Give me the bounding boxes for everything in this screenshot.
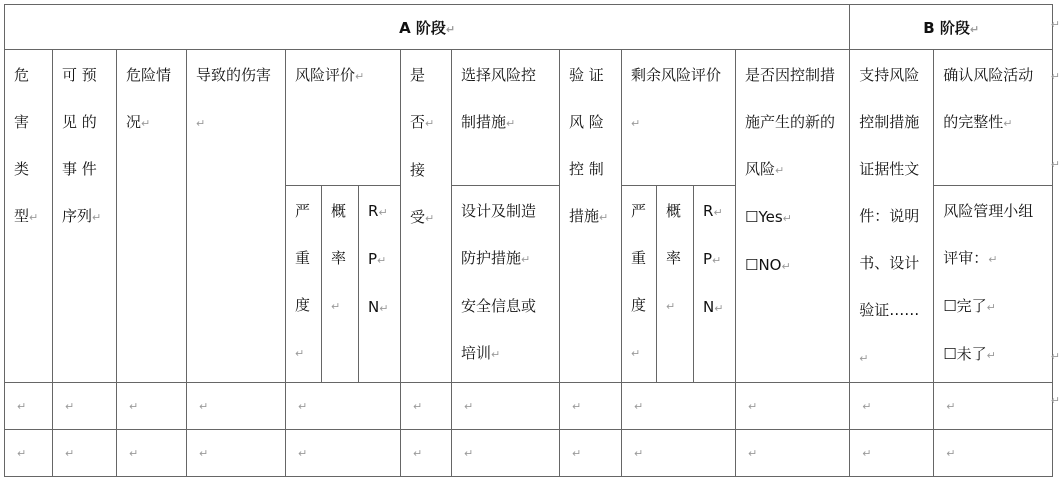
- header-hazard-situation: 危险情 况↵: [117, 50, 187, 383]
- header-measure-options: 设计及制造 防护措施↵ 安全信息或 培训↵: [452, 186, 560, 383]
- review-not-done-checkbox[interactable]: ☐未了: [943, 345, 987, 364]
- new-risk-yes-checkbox[interactable]: ☐Yes: [745, 208, 783, 226]
- header-event-sequence: 可 预 见 的 事 件 序列↵: [53, 50, 117, 383]
- row-end-mark: ↵: [1050, 18, 1060, 31]
- header-residual-evaluation: 剩余风险评价↵: [622, 50, 736, 186]
- review-done-checkbox[interactable]: ☐完了: [943, 297, 987, 316]
- header-select-measures: 选择风险控 制措施↵: [452, 50, 560, 186]
- header-hazard-type: 危 害 类 型↵: [5, 50, 53, 383]
- row-end-mark: ↵: [1050, 158, 1060, 171]
- table-row: ↵ ↵ ↵ ↵ ↵ ↵ ↵ ↵ ↵ ↵ ↵ ↵: [5, 383, 1053, 430]
- header-team-review: 风险管理小组 评审：↵ ☐完了↵ ☐未了↵: [934, 186, 1053, 383]
- header-severity: 严 重 度↵: [286, 186, 322, 383]
- header-risk-evaluation: 风险评价↵: [286, 50, 401, 186]
- header-harm: 导致的伤害↵: [187, 50, 286, 383]
- header-support-evidence: 支持风险 控制措施 证据性文 件：说明 书、设计 验证……↵: [850, 50, 934, 383]
- header-residual-rpn: R↵ P↵ N↵: [694, 186, 736, 383]
- row-end-mark: ↵: [1050, 70, 1060, 83]
- row-end-mark: ↵: [1050, 394, 1060, 407]
- row-end-mark: ↵: [1050, 350, 1060, 363]
- header-probability: 概率↵: [322, 186, 359, 383]
- stage-a-header: A 阶段↵: [5, 5, 850, 50]
- header-new-risk: 是否因控制措 施产生的新的 风险↵ ☐Yes↵ ☐NO↵: [736, 50, 850, 383]
- header-rpn: R↵ P↵ N↵: [359, 186, 401, 383]
- header-residual-severity: 严 重 度↵: [622, 186, 657, 383]
- stage-b-header: B 阶段↵: [850, 5, 1053, 50]
- table-row: ↵ ↵ ↵ ↵ ↵ ↵ ↵ ↵ ↵ ↵ ↵ ↵: [5, 430, 1053, 477]
- header-acceptable: 是 否↵ 接 受↵: [401, 50, 452, 383]
- new-risk-no-checkbox[interactable]: ☐NO: [745, 256, 782, 274]
- stage-a-title: A 阶段: [399, 18, 446, 37]
- header-verify-measures: 验 证 风 险 控 制 措施↵: [560, 50, 622, 383]
- header-residual-probability: 概率↵: [657, 186, 694, 383]
- stage-b-title: B 阶段: [923, 18, 970, 37]
- risk-management-table: [4, 4, 1053, 477]
- header-confirm-completeness: 确认风险活动 的完整性↵: [934, 50, 1053, 186]
